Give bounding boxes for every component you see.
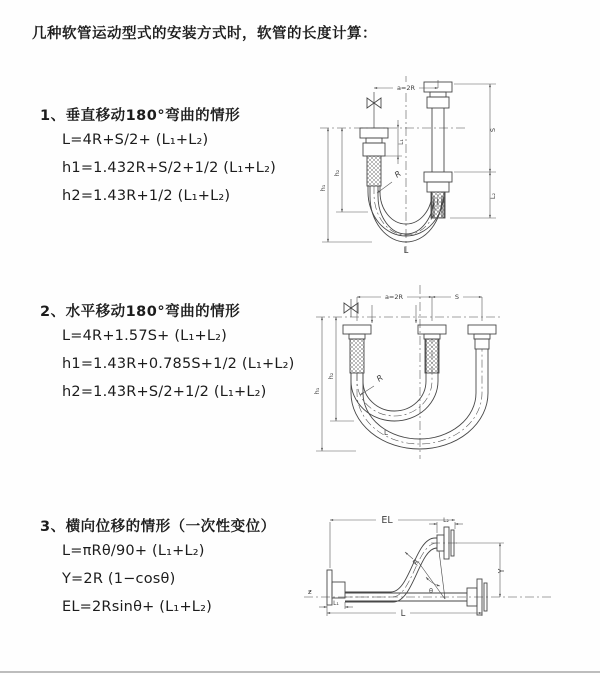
dim-label-l2-3: L₂	[443, 517, 449, 524]
hose-assembly-2	[316, 285, 502, 459]
dim-label-l2-1: L₂	[489, 192, 497, 200]
formula-2-2: h1=1.43R+0.785S+1/2 (L₁+L₂)	[62, 356, 295, 372]
dim-label-y: Y	[497, 568, 506, 574]
diagram3-labels	[308, 515, 506, 619]
diagram1-labels	[319, 82, 497, 256]
dim-label-h1-1: h₁	[319, 184, 327, 192]
section-2-heading: 2、水平移动180°弯曲的情形	[40, 304, 241, 320]
length-label-3: L	[400, 609, 406, 619]
hose-arcs-2	[351, 339, 488, 449]
angle-label-theta: θ	[429, 587, 433, 595]
formula-1-3: h2=1.43R+1/2 (L₁+L₂)	[62, 188, 231, 204]
formula-3-2: Y=2R (1−cosθ)	[62, 571, 176, 587]
radius-label-2: R	[374, 373, 385, 384]
dim-label-h1-2: h₁	[313, 387, 321, 395]
section-3-heading: 3、横向位移的情形（一次性变位）	[40, 519, 276, 535]
dim-label-l1-3: L₁	[333, 600, 339, 607]
formula-1-2: h1=1.432R+S/2+1/2 (L₁+L₂)	[62, 160, 276, 176]
page-title: 几种软管运动型式的安装方式时，软管的长度计算：	[32, 26, 377, 42]
centerline-mark: ƶ	[308, 588, 312, 596]
radius-label-3: R	[410, 557, 422, 567]
formula-3-1: L=πRθ/90+ (L₁+L₂)	[62, 543, 205, 559]
dim-label-el: EL	[381, 515, 393, 526]
fitting-right-2	[468, 325, 496, 349]
dimensions-1	[322, 80, 496, 242]
length-label-1: L	[403, 246, 409, 256]
right-fitting-upper	[424, 82, 452, 172]
dim-label-a2r-1: a=2R	[396, 84, 416, 92]
formula-3-3: EL=2Rsinθ+ (L₁+L₂)	[62, 599, 212, 615]
left-fitting	[360, 128, 388, 186]
dim-label-s-2: S	[454, 293, 460, 301]
diagram-vertical-180-bend	[306, 72, 591, 257]
formula-1-1: L=4R+S/2+ (L₁+L₂)	[62, 132, 209, 148]
dim-label-s-1: S	[489, 127, 497, 133]
dim-label-h2-2: h₂	[327, 372, 335, 380]
dim-label-a2r-2: a=2R	[384, 293, 404, 301]
dim-label-h2-1: h₂	[333, 169, 341, 177]
hose-assembly-3	[304, 527, 554, 615]
scan-edge-line	[0, 671, 600, 673]
radius-label-1: R	[392, 169, 403, 180]
diagram2-labels	[313, 291, 463, 437]
length-label-2: L	[384, 429, 388, 437]
diagram-lateral-displacement	[298, 503, 598, 653]
fitting-middle-2	[418, 325, 446, 373]
diagram-horizontal-180-bend	[306, 281, 591, 466]
valve-icon-2	[344, 299, 358, 317]
valve-icon	[367, 92, 381, 128]
fitting-left-2	[343, 325, 371, 373]
section-1-heading: 1、垂直移动180°弯曲的情形	[40, 108, 241, 124]
formula-2-3: h2=1.43R+S/2+1/2 (L₁+L₂)	[62, 384, 267, 400]
formula-2-1: L=4R+1.57S+ (L₁+L₂)	[62, 328, 227, 344]
hose-s-curve	[345, 538, 437, 602]
dim-label-l1-1: L₁	[398, 139, 405, 145]
